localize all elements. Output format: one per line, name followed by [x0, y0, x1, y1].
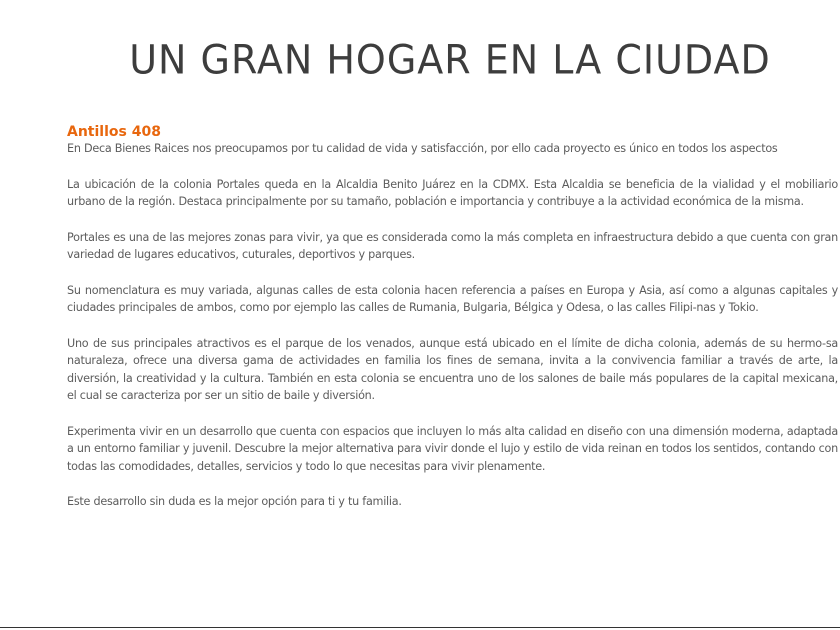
paragraph-location: La ubicación de la colonia Portales queda en la Alcaldia Benito Juárez en la CDMX. Esta Alcaldia se beneficia de la vialidad y el mobiliario urbano de la región. Destaca principalmente por su tamaño, población e importancia y contribuye a la actividad económica de la misma. [67, 177, 838, 208]
paragraph-closing: Este desarrollo sin duda es la mejor opción para ti y tu familia. [67, 495, 402, 508]
paragraph-zone: Portales es una de las mejores zonas para vivir, ya que es considerada como la más completa en infraestructura debido a que cuenta con gran variedad de lugares educativos, cuturales, deportivos y parques. [67, 230, 838, 261]
bottom-divider [0, 627, 840, 628]
paragraph-experience: Experimenta vivir en un desarrollo que cuenta con espacios que incluyen lo más alta calidad en diseño con una dimensión moderna, adaptada a un entorno familiar y juvenil. Descubre la mejor alternativa para vivir donde el lujo y estilo de vida reinan en todos los sentidos, contando con todas las comodidades, detalles, servicios y todo lo que necesitas para vivir plenamente. [67, 424, 838, 473]
document-body [67, 124, 838, 529]
paragraph-intro: En Deca Bienes Raices nos preocupamos por tu calidad de vida y satisfacción, por ello cada proyecto es único en todos los aspectos [67, 142, 778, 155]
paragraph-attractions: Uno de sus principales atractivos es el parque de los venados, aunque está ubicado en el límite de dicha colonia, además de su hermo-sa naturaleza, ofrece una diversa gama de actividades en familia los fines de semana, invita a la convivencia familiar a través de arte, la diversión, la creatividad y la cultura. También en esta colonia se encuentra uno de los salones de baile más populares de la capital mexicana, el cual se caracteriza por ser un sitio de baile y diversión. [67, 336, 838, 402]
property-name: Antillos 408 [67, 124, 161, 140]
page-title: UN GRAN HOGAR EN LA CIUDAD [129, 36, 771, 84]
paragraph-nomenclature: Su nomenclatura es muy variada, algunas calles de esta colonia hacen referencia a países en Europa y Asia, así como a algunas capitales y ciudades principales de ambos, como por ejemplo las calles de Rumania, Bulgaria, Bélgica y Odesa, o las calles Filipi-nas y Tokio. [67, 283, 838, 314]
